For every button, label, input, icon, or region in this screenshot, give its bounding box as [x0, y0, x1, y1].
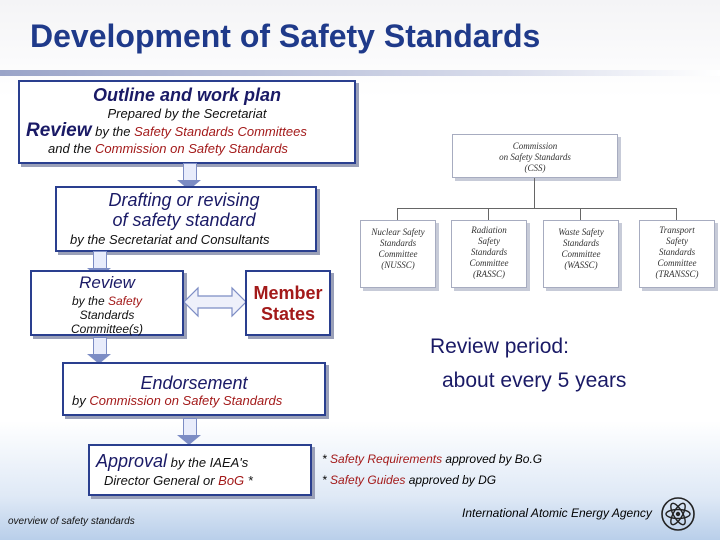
note1-suffix: approved by Bo.G [442, 452, 543, 466]
org-drop-3 [580, 208, 581, 220]
transsc-line3: Standards [658, 247, 696, 257]
org-connector-horizontal [397, 208, 676, 209]
review-heading: Review [79, 273, 135, 292]
wassc-line4: (WASSC) [564, 260, 598, 270]
note2-prefix: * [322, 473, 331, 487]
org-nussc-box [360, 220, 436, 288]
transsc-line2: Safety [666, 236, 688, 246]
org-connector-vertical [534, 178, 535, 208]
down-arrow-3 [93, 337, 107, 354]
approval-heading: Approval [96, 451, 168, 471]
rassc-line3: Standards [470, 247, 508, 257]
wassc-line3: Committee [561, 249, 601, 259]
review-period-label: Review period: [430, 335, 569, 358]
review-period-value: about every 5 years [442, 369, 627, 392]
review-by-the: by the [71, 294, 108, 308]
endorsement-css: Commission on Safety Standards [89, 393, 283, 408]
review-by-text: by the [91, 124, 135, 139]
outline-heading: Outline and work plan [92, 85, 281, 105]
endorsement-heading: Endorsement [140, 373, 248, 393]
outline-prepared: Prepared by the Secretariat [107, 106, 267, 121]
outline-css-line [48, 141, 288, 156]
down-arrow-1 [183, 163, 197, 180]
org-drop-2 [488, 208, 489, 220]
and-the-text: and the [48, 141, 95, 156]
nussc-line4: (NUSSC) [381, 260, 415, 270]
approval-star: * [244, 473, 253, 488]
org-drop-1 [397, 208, 398, 220]
wassc-line2: Standards [562, 238, 600, 248]
org-css-line3: (CSS) [524, 163, 546, 173]
org-css-line2: on Safety Standards [499, 152, 571, 162]
transsc-line1: Transport [659, 225, 695, 235]
member-states-line2: States [260, 304, 316, 324]
down-arrow-4 [183, 418, 197, 435]
nussc-line3: Committee [378, 249, 418, 259]
drafting-by: by the Secretariat and Consultants [70, 232, 270, 247]
org-css-box [452, 134, 618, 178]
approval-line2 [104, 473, 253, 488]
rassc-line5: (RASSC) [473, 269, 505, 279]
approval-by: by the IAEA's [167, 455, 249, 470]
note1-red: Safety Requirements [330, 452, 443, 466]
drafting-line1: Drafting or revising [108, 190, 260, 210]
org-css-line1: Commission [512, 141, 558, 151]
drafting-line2: of safety standard [112, 210, 256, 230]
outline-review-line [26, 120, 307, 142]
css-text: Commission on Safety Standards [95, 141, 288, 156]
approval-bog: BoG [218, 473, 245, 488]
exchange-arrow-icon [184, 282, 246, 322]
page-title: Development of Safety Standards [30, 18, 541, 54]
review-committees: Committee(s) [70, 322, 143, 336]
endorsement-by-line [72, 393, 282, 408]
ssc-text: Safety Standards Committees [134, 124, 307, 139]
note1-prefix: * [322, 452, 331, 466]
rassc-line2: Safety [478, 236, 500, 246]
title-divider [0, 70, 720, 76]
note-safety-requirements [322, 452, 542, 466]
nussc-line2: Standards [379, 238, 417, 248]
footer-agency-name: International Atomic Energy Agency [462, 506, 652, 520]
member-states-line1: Member [253, 283, 323, 303]
iaea-logo-icon [660, 496, 696, 532]
footer-left-text: overview of safety standards [8, 516, 135, 527]
note2-red: Safety Guides [330, 473, 406, 487]
org-rassc-box [451, 220, 527, 288]
note-safety-guides [322, 473, 496, 487]
transsc-line4: Committee [657, 258, 697, 268]
note2-suffix: approved by DG [405, 473, 497, 487]
review-by-line [30, 294, 184, 308]
transsc-line5: (TRANSSC) [655, 269, 699, 279]
approval-line1 [96, 451, 248, 472]
endorsement-by: by [72, 393, 90, 408]
down-arrow-2 [93, 251, 107, 268]
rassc-line4: Committee [469, 258, 509, 268]
org-transsc-box [639, 220, 715, 288]
review-standards: Standards [79, 308, 135, 322]
wassc-line1: Waste Safety [558, 227, 604, 237]
org-drop-4 [676, 208, 677, 220]
approval-dg: Director General or [104, 473, 219, 488]
review-safety: Safety [108, 294, 143, 308]
org-wassc-box [543, 220, 619, 288]
review-word: Review [26, 120, 92, 141]
rassc-line1: Radiation [471, 225, 507, 235]
nussc-line1: Nuclear Safety [371, 227, 425, 237]
